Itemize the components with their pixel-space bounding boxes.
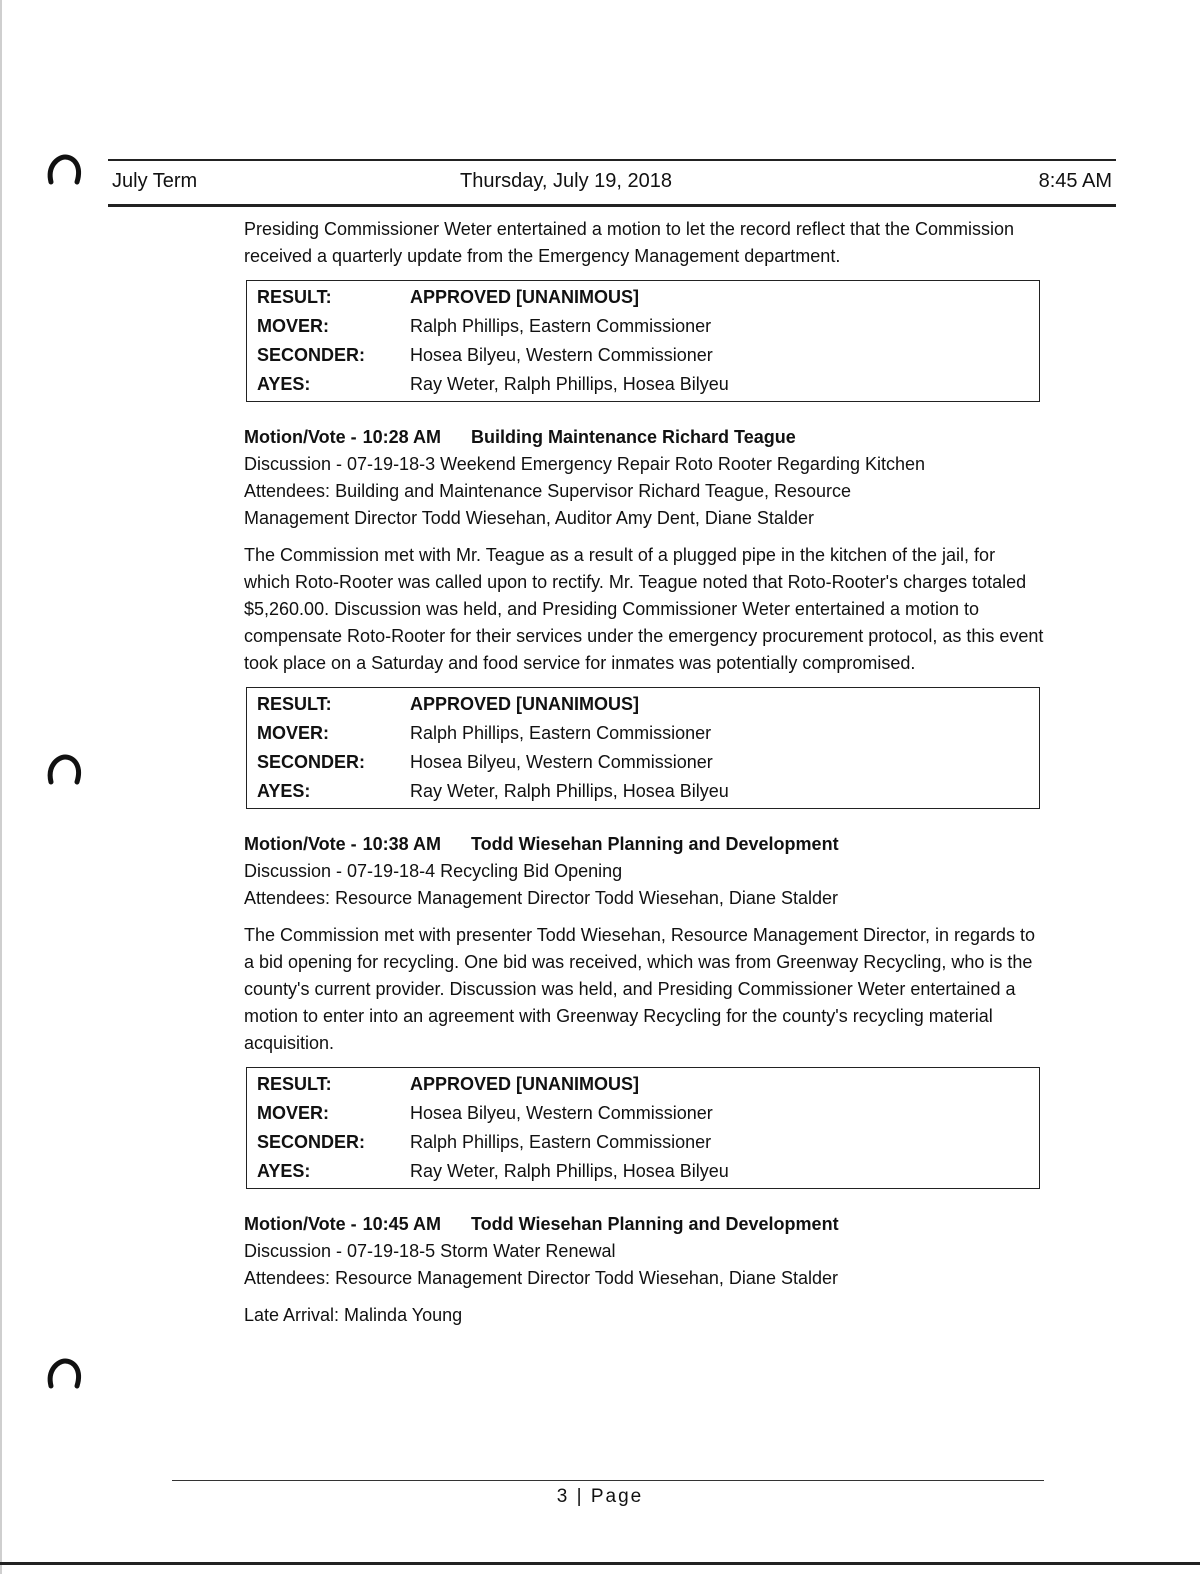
mover-value: Ralph Phillips, Eastern Commissioner: [410, 723, 712, 743]
mover-value: Ralph Phillips, Eastern Commissioner: [410, 316, 712, 336]
header-date: Thursday, July 19, 2018: [460, 170, 672, 192]
motion-time: 10:45 AM: [362, 1214, 442, 1234]
ayes-value: Ray Weter, Ralph Phillips, Hosea Bilyeu: [410, 1161, 729, 1181]
motion-time: 10:28 AM: [362, 427, 442, 447]
mover-label: MOVER:: [257, 1103, 329, 1123]
page-header: [112, 170, 1112, 200]
motion-section: [244, 424, 1044, 677]
late-arrival-line: Late Arrival: Malinda Young: [244, 1305, 463, 1325]
seconder-value: Hosea Bilyeu, Western Commissioner: [410, 345, 713, 365]
motion-label: Motion/Vote -: [244, 1214, 357, 1234]
intro-paragraph: Presiding Commissioner Weter entertained a motion to let the record reflect that the Commission received a quarterly update from the Emergency Management department.: [244, 219, 1015, 266]
seconder-label: SECONDER:: [257, 345, 366, 365]
discussion-line: Discussion - 07-19-18-3 Weekend Emergency Repair Roto Rooter Regarding Kitchen: [244, 454, 926, 474]
motion-topic: Todd Wiesehan Planning and Development: [471, 1214, 839, 1234]
discussion-line: Discussion - 07-19-18-5 Storm Water Renewal: [244, 1241, 616, 1261]
binder-hole-icon: [44, 152, 84, 192]
minutes-body: [244, 216, 1044, 1329]
page-edge: [0, 0, 2, 1574]
result-label: RESULT:: [257, 287, 332, 307]
mover-label: MOVER:: [257, 316, 329, 336]
motion-section: [244, 831, 1044, 1057]
motion-topic: Todd Wiesehan Planning and Development: [471, 834, 839, 854]
vote-result-box: [246, 1067, 1040, 1189]
motion-label: Motion/Vote -: [244, 427, 357, 447]
motion-heading: [244, 1211, 1044, 1238]
motion-section: [244, 1211, 1044, 1329]
binder-hole-icon: [44, 1356, 84, 1396]
attendees-line: Attendees: Resource Management Director Todd Wiesehan, Diane Stalder: [244, 1268, 838, 1288]
vote-result-box: [246, 687, 1040, 809]
mover-value: Hosea Bilyeu, Western Commissioner: [410, 1103, 713, 1123]
ayes-value: Ray Weter, Ralph Phillips, Hosea Bilyeu: [410, 781, 729, 801]
motion-time: 10:38 AM: [362, 834, 442, 854]
seconder-value: Ralph Phillips, Eastern Commissioner: [410, 1132, 712, 1152]
result-label: RESULT:: [257, 1074, 332, 1094]
header-rule: [108, 204, 1116, 207]
discussion-line: Discussion - 07-19-18-4 Recycling Bid Opening: [244, 861, 623, 881]
motion-topic: Building Maintenance Richard Teague: [471, 427, 796, 447]
seconder-label: SECONDER:: [257, 752, 366, 772]
ayes-label: AYES:: [257, 1161, 311, 1181]
ayes-label: AYES:: [257, 781, 311, 801]
ayes-value: Ray Weter, Ralph Phillips, Hosea Bilyeu: [410, 374, 729, 394]
result-value: APPROVED [UNANIMOUS]: [410, 287, 640, 307]
result-value: APPROVED [UNANIMOUS]: [410, 1074, 640, 1094]
seconder-label: SECONDER:: [257, 1132, 366, 1152]
motion-heading: [244, 831, 1044, 858]
seconder-value: Hosea Bilyeu, Western Commissioner: [410, 752, 713, 772]
motion-paragraph: The Commission met with presenter Todd Wiesehan, Resource Management Director, in regards to a bid opening for recycling. One bid was received, which was from Greenway Recycling, who is the county's current provider. Discussion was held, and Presiding Commissioner Weter entertained a motion to enter into an agreement with Greenway Recycling for the county's recycling material acquisition.: [244, 925, 1036, 1053]
motion-paragraph: The Commission met with Mr. Teague as a result of a plugged pipe in the kitchen of the jail, for which Roto-Rooter was called upon to rectify. Mr. Teague noted that Roto-Rooter's charges totaled $5,260.00. Discussion was held, and Presiding Commissioner Weter entertained a motion to compensate Roto-Rooter for their services under the emergency procurement protocol, as this event took place on a Saturday and food service for inmates was potentially compromised.: [244, 545, 1044, 673]
motion-label: Motion/Vote -: [244, 834, 357, 854]
page-edge: [0, 1562, 1200, 1565]
attendees-line: Management Director Todd Wiesehan, Auditor Amy Dent, Diane Stalder: [244, 508, 814, 528]
header-time: 8:45 AM: [1038, 170, 1112, 192]
vote-result-box: [246, 280, 1040, 402]
footer-rule: [172, 1480, 1044, 1481]
ayes-label: AYES:: [257, 374, 311, 394]
binder-hole-icon: [44, 752, 84, 792]
header-term: July Term: [112, 170, 198, 192]
page-number: 3 | Page: [556, 1486, 644, 1507]
mover-label: MOVER:: [257, 723, 329, 743]
header-rule: [108, 159, 1116, 161]
attendees-line: Attendees: Resource Management Director Todd Wiesehan, Diane Stalder: [244, 888, 838, 908]
attendees-line: Attendees: Building and Maintenance Supervisor Richard Teague, Resource: [244, 481, 852, 501]
result-label: RESULT:: [257, 694, 332, 714]
motion-heading: [244, 424, 1044, 451]
result-value: APPROVED [UNANIMOUS]: [410, 694, 640, 714]
